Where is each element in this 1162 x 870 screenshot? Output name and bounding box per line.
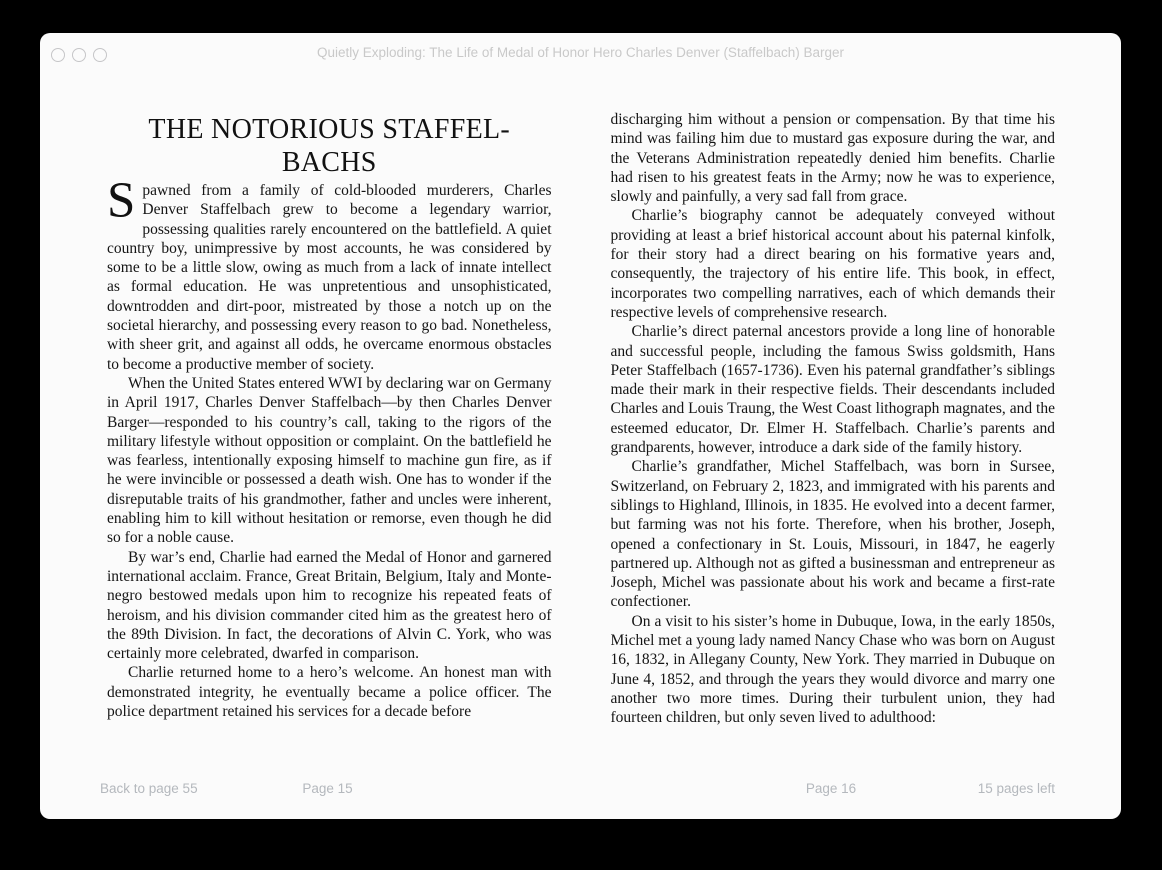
reader-footer: [40, 781, 1121, 797]
paragraph: [107, 173, 552, 374]
chapter-title-line1: THE NOTORIOUS STAFFEL-: [148, 114, 511, 145]
right-page[interactable]: [611, 110, 1056, 774]
paragraph: Charlie’s grandfather, Michel Staffelbach, was born in Sursee, Switzerland, on February 2, 1823, and immigrated with his parents and siblings to Highland, Illinois, in 1835. He evolved into a decent farmer, but farming was not his forte. Therefore, when his brother, Joseph, opened a confectionary in St. Louis, Missouri, in 1847, he eagerly partnered up. Although not as gifted a businessman and entrepreneur as Joseph, Michel was passionate about his work and became a first-rate confectioner.: [610, 458, 1055, 611]
paragraph: On a visit to his sister’s home in Dubuque, Iowa, in the early 1850s, Michel met a young lady named Nancy Chase who was born on August 16, 1832, in Allegany County, New York. They married in Dubuque on June 4, 1852, and through the years they would divorce and marry one another two more times. During their turbulent union, they had fourteen children, but only seven lived to adulthood:: [610, 612, 1055, 727]
paragraph: Charlie’s biography cannot be adequately conveyed without providing at least a brief historical account about his paternal kinfolk, for their story had a direct bearing on his formative years and, consequently, the trajectory of his entire life. This book, in effect, incorporates two compelling narratives, each of which demands their respective levels of comprehensive research.: [610, 207, 1055, 321]
back-to-page-link[interactable]: Back to page 55: [100, 781, 198, 796]
left-page[interactable]: [107, 110, 552, 774]
drop-cap: S: [107, 173, 136, 229]
paragraph: Charlie’s direct paternal ancestors provide a long line of honorable and successful people, including the famous Swiss goldsmith, Hans Peter Staffelbach (1657-1736). Even his paternal grandfather’s siblings made their mark in their respective fields. Their descendants included Charles and Louis Traung, the West Coast lithograph magnates, and the esteemed educator, Dr. Elmer H. Staffelbach. Charlie’s parents and grandparents, however, introduce a dark side of the family history.: [610, 323, 1055, 457]
chapter-title: [107, 113, 552, 179]
pages-left-label: 15 pages left: [977, 781, 1055, 796]
paragraph-text: pawned from a family of cold-blooded murderers, Charles Denver Staffelbach grew to become a legendary warrior, possessing qualities rarely encountered on the battlefield. A quiet country boy, unimpressive by most accounts, he was considered by some to be a little slow, owing as much from a lack of innate intellect as formal education. He was unpretentious and unsophisticated, downtrodden and dirt-poor, mistreated by those a notch up on the societal hierarchy, and possessing every reason to go bad. Nonetheless, with sheer grit, and against all odds, he overcame enormous obstacles to become a productive member of society.: [107, 182, 552, 373]
paragraph: By war’s end, Charlie had earned the Medal of Honor and garnered international acclaim. France, Great Britain, Belgium, Italy and Monte-negro bestowed medals upon him to recognize his repeated feats of heroism, and his division commander cited him as the greatest hero of the 89th Division. In fact, the decorations of Alvin C. York, who was certainly more celebrated, dwarfed in comparison.: [107, 548, 552, 663]
right-page-number: Page 16: [805, 781, 857, 796]
ebook-reader-window: [40, 33, 1121, 819]
paragraph: When the United States entered WWI by declaring war on Germany in April 1917, Charles Denver Staffelbach—by then Charles Denver Barger—responded to his country’s call, taking to the rigors of the military lifestyle without opposition or complaint. On the battlefield he was fearless, intentionally exposing himself to machine gun fire, as if he were invincible or possessed a death wish. One has to wonder if the disreputable traits of his grandmother, father and uncles were inherent, enabling him to kill without hesitation or remorse, even though he did so for a noble cause.: [107, 374, 552, 547]
window-title: Quietly Exploding: The Life of Medal of Honor Hero Charles Denver (Staffelbach) Barger: [316, 45, 845, 60]
paragraph: Charlie returned home to a hero’s welcome. An honest man with demonstrated integrity, he eventually became a police officer. The police department retained his services for a decade before: [107, 664, 552, 721]
paragraph: discharging him without a pension or compensation. By that time his mind was failing him due to mustard gas exposure during the war, and the Veterans Administration repeatedly denied him benefits. Charlie had risen to his greatest feats in the Army; now he was to experience, slowly and painfully, a very sad fall from grace.: [610, 111, 1055, 206]
book-spread: [107, 110, 1055, 774]
left-page-number: Page 15: [302, 781, 353, 796]
window-titlebar: [40, 33, 1121, 77]
chapter-title-line2: BACHS: [281, 147, 377, 178]
